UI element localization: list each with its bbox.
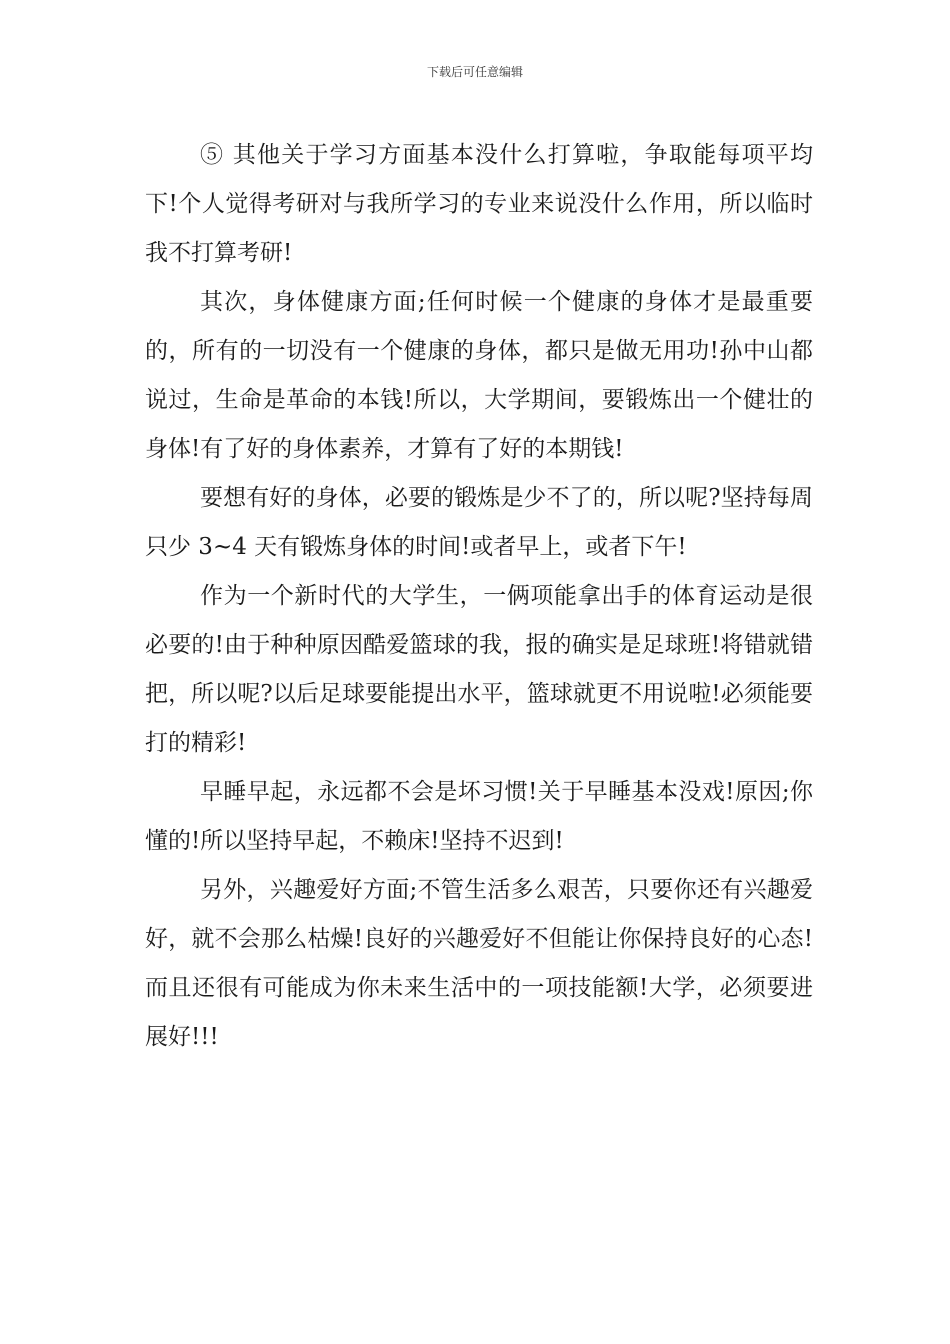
- page-header: 下载后可任意编辑: [426, 65, 523, 79]
- paragraph-sports: 作为一个新时代的大学生，一俩项能拿出手的体育运动是很必要的!由于种种原因酷爱篮球的我，报的确实是足球班!将错就错把，所以呢?以后足球要能提出水平，篮球就更不用说啦!必须能要打的精彩!: [145, 583, 813, 756]
- paragraph-health: 其次，身体健康方面;任何时候一个健康的身体才是最重要的，所有的一切没有一个健康的身体，都只是做无用功!孙中山都说过，生命是革命的本钱!所以，大学期间，要锻炼出一个健壮的身体!有了好的身体素养，才算有了好的本期钱!: [145, 289, 813, 462]
- paragraph-study-plan: ⑤ 其他关于学习方面基本没什么打算啦，争取能每项平均下!个人觉得考研对与我所学习的专业来说没什么作用，所以临时我不打算考研!: [145, 142, 813, 266]
- paragraph-exercise: 要想有好的身体，必要的锻炼是少不了的，所以呢?坚持每周只少 3~4 天有锻炼身体的时间!或者早上，或者下午!: [145, 485, 813, 560]
- paragraph-sleep: 早睡早起，永远都不会是坏习惯!关于早睡基本没戏!原因;你懂的!所以坚持早起，不赖床!坚持不迟到!: [145, 779, 813, 854]
- document-body: [145, 131, 813, 1062]
- paragraph-hobbies: 另外，兴趣爱好方面;不管生活多么艰苦，只要你还有兴趣爱好，就不会那么枯燥!良好的兴趣爱好不但能让你保持良好的心态!而且还很有可能成为你未来生活中的一项技能额!大学，必须要进展好!!!: [145, 877, 813, 1050]
